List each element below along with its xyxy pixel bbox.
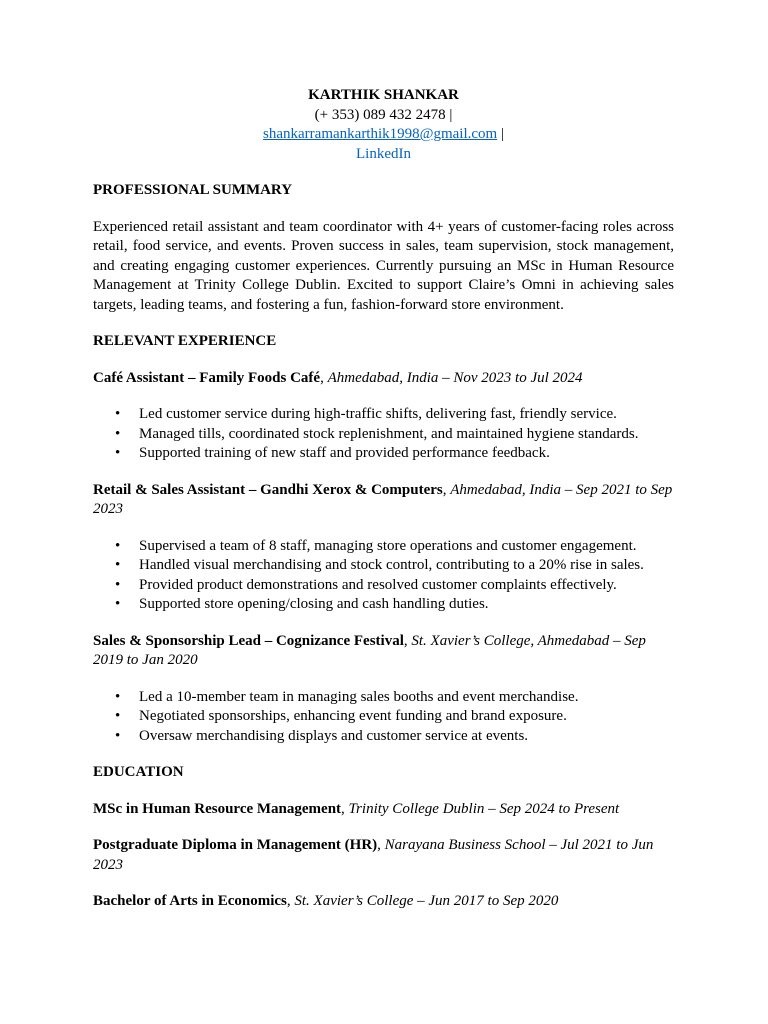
job-title: Sales & Sponsorship Lead – Cognizance Festival, St. Xavier’s College, Ahmedabad – Sep 2019 to Jan 2020 <box>93 632 646 668</box>
email-line <box>93 125 674 145</box>
education-item: MSc in Human Resource Management, Trinity College Dublin – Sep 2024 to Present <box>93 800 620 817</box>
experience-heading: RELEVANT EXPERIENCE <box>93 333 277 349</box>
summary-text: Experienced retail assistant and team coordinator with 4+ years of customer-facing roles across retail, food service, and events. Proven success in sales, team supervision, stock management, and creating engaging customer experiences. Currently pursuing an MSc in Human Resource Management at Trinity College Dublin. Excited to support Claire’s Omni in achieving sales targets, leading teams, and fostering a fun, fashion-forward store environment. <box>93 218 674 313</box>
linkedin-link[interactable]: LinkedIn <box>356 145 411 162</box>
job-title: Café Assistant – Family Foods Café, Ahmedabad, India – Nov 2023 to Jul 2024 <box>93 369 583 386</box>
candidate-name: KARTHIK SHANKAR <box>308 87 459 103</box>
job-bullets <box>93 537 674 615</box>
list-item: • Led a 10-member team in managing sales booths and event merchandise. <box>93 688 674 708</box>
job-detail: Ahmedabad, India – Nov 2023 to Jul 2024 <box>327 369 583 386</box>
degree-name: Postgraduate Diploma in Management (HR) <box>93 837 378 853</box>
email-separator: | <box>497 126 504 142</box>
job-detail: Ahmedabad, India – Sep 2021 to Sep 2023 <box>93 481 673 517</box>
education-item: Bachelor of Arts in Economics, St. Xavier’s College – Jun 2017 to Sep 2020 <box>93 893 559 909</box>
job-bullets <box>93 405 674 464</box>
job-bullets <box>93 688 674 747</box>
degree-detail: Trinity College Dublin – Sep 2024 to Present <box>348 800 620 817</box>
degree-detail: St. Xavier’s College – Jun 2017 to Sep 2020 <box>294 893 559 909</box>
education-item: Postgraduate Diploma in Management (HR), Narayana Business School – Jul 2021 to Jun 2023 <box>93 837 654 873</box>
email-link[interactable]: shankarramankarthik1998@gmail.com <box>263 126 498 142</box>
list-item: • Supported training of new staff and provided performance feedback. <box>93 444 674 464</box>
list-item: • Led customer service during high-traffic shifts, delivering fast, friendly service. <box>93 405 674 425</box>
list-item: • Managed tills, coordinated stock replenishment, and maintained hygiene standards. <box>93 425 674 445</box>
list-item: • Oversaw merchandising displays and customer service at events. <box>93 727 674 747</box>
phone-number: (+ 353) 089 432 2478 | <box>314 106 453 123</box>
degree-name: Bachelor of Arts in Economics <box>93 893 287 909</box>
degree-name: MSc in Human Resource Management <box>93 800 342 817</box>
list-item: • Handled visual merchandising and stock control, contributing to a 20% rise in sales. <box>93 556 674 576</box>
job-role: Retail & Sales Assistant – Gandhi Xerox & Computers <box>93 481 443 498</box>
job-role: Sales & Sponsorship Lead – Cognizance Festival <box>93 632 404 649</box>
list-item: • Negotiated sponsorships, enhancing event funding and brand exposure. <box>93 707 674 727</box>
summary-heading: PROFESSIONAL SUMMARY <box>93 182 293 198</box>
job-detail: St. Xavier’s College, Ahmedabad – Sep 2019 to Jan 2020 <box>93 632 646 668</box>
resume-page <box>93 86 674 912</box>
list-item: • Provided product demonstrations and resolved customer complaints effectively. <box>93 576 674 596</box>
list-item: • Supervised a team of 8 staff, managing store operations and customer engagement. <box>93 537 674 557</box>
job-title: Retail & Sales Assistant – Gandhi Xerox & Computers, Ahmedabad, India – Sep 2021 to Sep 2023 <box>93 481 673 517</box>
linkedin-line <box>93 145 674 165</box>
list-item: • Supported store opening/closing and cash handling duties. <box>93 595 674 615</box>
education-heading: EDUCATION <box>93 764 184 780</box>
job-role: Café Assistant – Family Foods Café <box>93 369 321 386</box>
resume-header <box>93 86 674 164</box>
degree-detail: Narayana Business School – Jul 2021 to Jun 2023 <box>93 837 654 873</box>
